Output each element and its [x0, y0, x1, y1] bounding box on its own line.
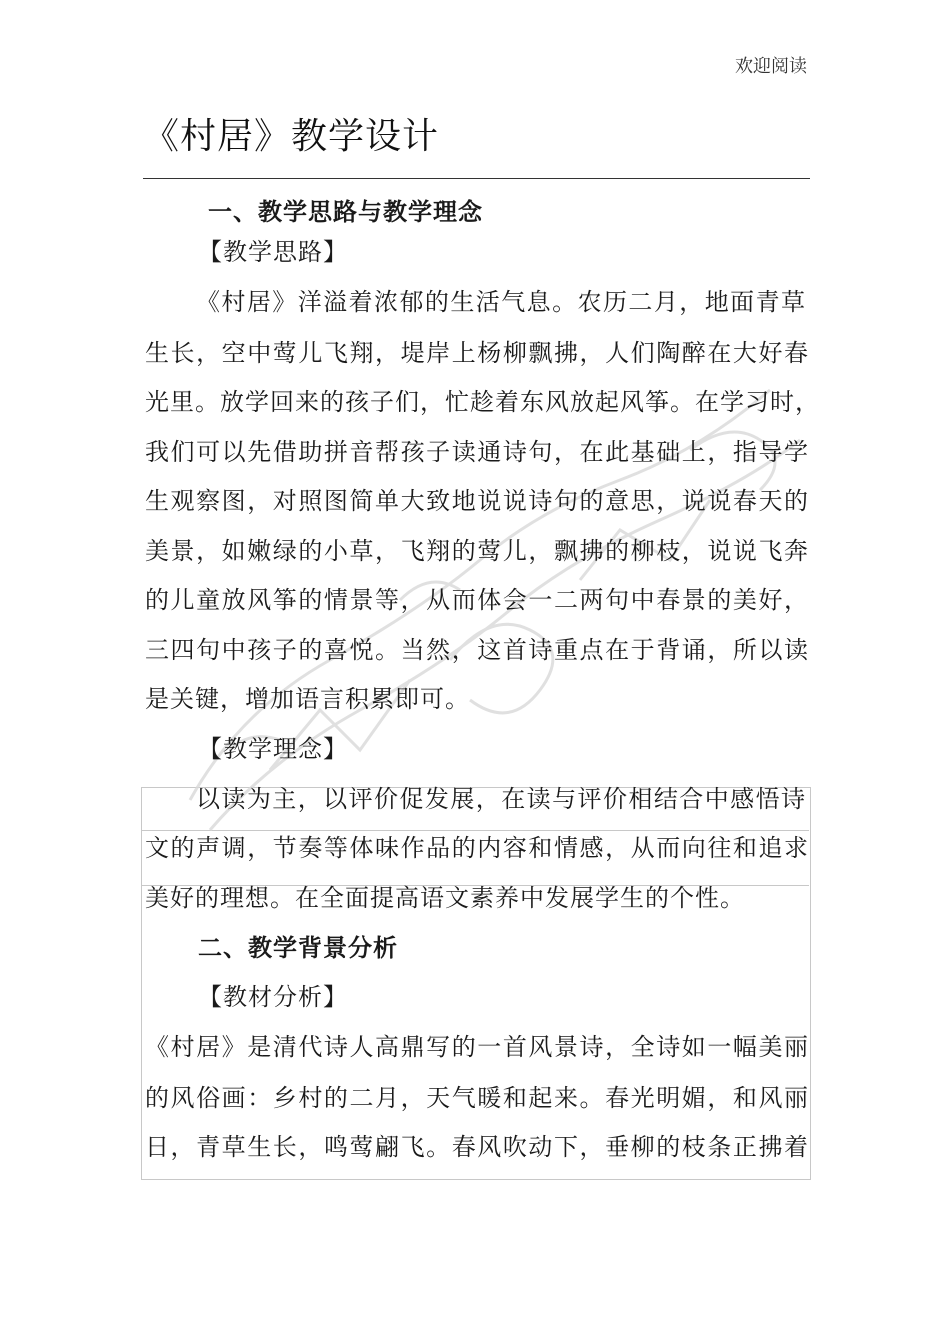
- section-heading: 二、教学背景分析: [198, 934, 398, 962]
- paragraph-line: 光里。放学回来的孩子们，忙趁着东风放起风筝。在学习时，: [145, 388, 820, 416]
- paragraph-line: 是关键，增加语言积累即可。: [145, 685, 470, 713]
- paragraph-line: 《村居》是清代诗人高鼎写的一首风景诗，全诗如一幅美丽: [145, 1033, 809, 1061]
- document-title: 《村居》教学设计: [143, 116, 440, 157]
- subsection-label: 【教学思路】: [198, 238, 348, 266]
- page-header-note: 欢迎阅读: [735, 56, 807, 77]
- paragraph-line: 生长，空中莺儿飞翔，堤岸上杨柳飘拂，人们陶醉在大好春: [145, 339, 809, 367]
- paragraph-line: 日，青草生长，鸣莺翩飞。春风吹动下，垂柳的枝条正拂着: [145, 1133, 809, 1161]
- paragraph-line: 美景，如嫩绿的小草，飞翔的莺儿，飘拂的柳枝，说说飞奔: [145, 537, 809, 565]
- paragraph-line: 我们可以先借助拼音帮孩子读通诗句，在此基础上，指导学: [145, 438, 809, 466]
- subsection-label: 【教材分析】: [198, 983, 348, 1011]
- paragraph-line: 生观察图，对照图简单大致地说说诗句的意思，说说春天的: [145, 487, 809, 515]
- paragraph-line: 文的声调，节奏等体味作品的内容和情感，从而向往和追求: [145, 834, 809, 862]
- paragraph-line: 以读为主，以评价促发展，在读与评价相结合中感悟诗: [196, 785, 806, 813]
- paragraph-line: 美好的理想。在全面提高语文素养中发展学生的个性。: [145, 884, 745, 912]
- subsection-label: 【教学理念】: [198, 735, 348, 763]
- paragraph-line: 的儿童放风筝的情景等，从而体会一二两句中春景的美好，: [145, 586, 809, 614]
- paragraph-line: 三四句中孩子的喜悦。当然，这首诗重点在于背诵，所以读: [145, 636, 809, 664]
- paragraph-line: 《村居》洋溢着浓郁的生活气息。农历二月，地面青草: [196, 288, 806, 316]
- paragraph-line: 的风俗画：乡村的二月，天气暖和起来。春光明媚，和风丽: [145, 1084, 809, 1112]
- section-heading: 一、教学思路与教学理念: [208, 198, 483, 226]
